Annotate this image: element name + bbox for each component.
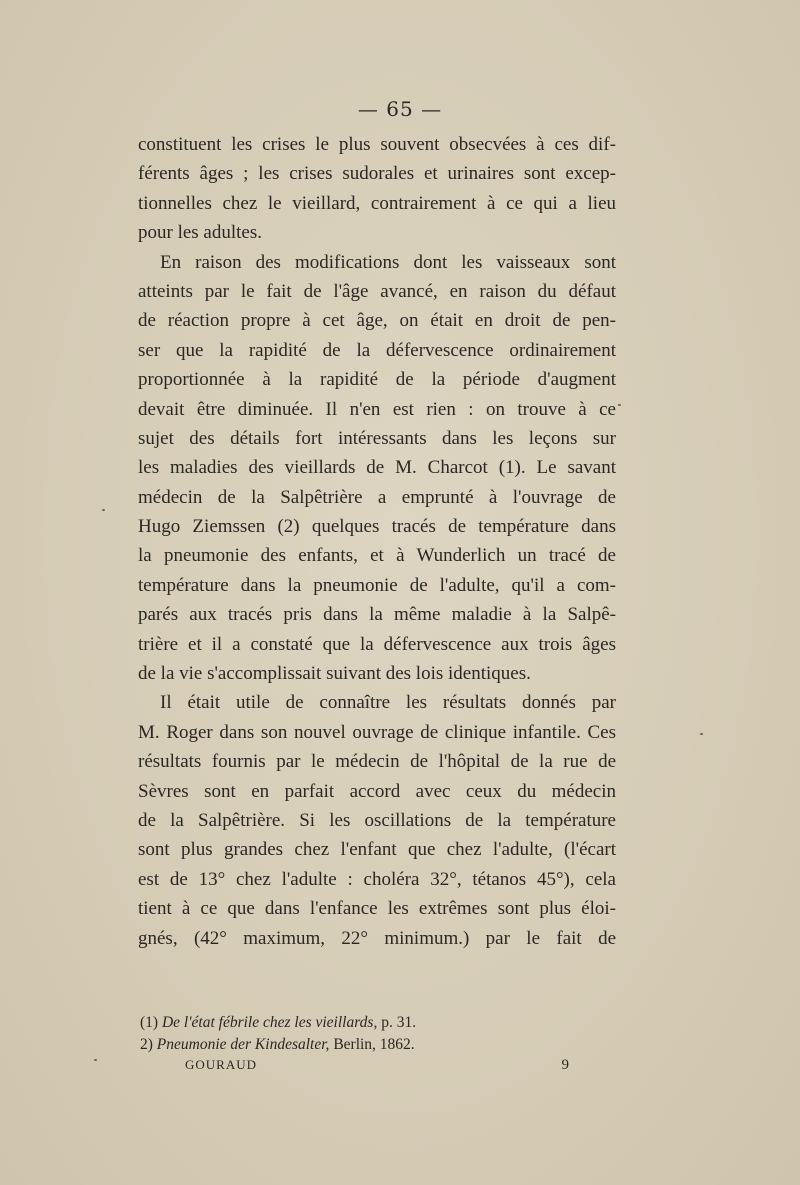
text-line: sujet des détails fort intéressants dans les leçons sur bbox=[138, 427, 616, 449]
text-line: résultats fournis par le médecin de l'hôpital de la rue de bbox=[138, 751, 616, 773]
footnote-marker: (1) bbox=[140, 1014, 159, 1031]
text-line: de la vie s'accomplissait suivant des lois identiques. bbox=[138, 663, 531, 685]
text-line: trière et il a constaté que la défervescence aux trois âges bbox=[138, 633, 616, 655]
text-line: la pneumonie des enfants, et à Wunderlich un tracé de bbox=[138, 545, 616, 567]
paper-speck bbox=[102, 509, 105, 511]
footnotes bbox=[140, 1012, 560, 1056]
text-line: de la Salpêtrière. Si les oscillations de la température bbox=[138, 809, 616, 831]
text-line: parés aux tracés pris dans la même maladie à la Salpê- bbox=[138, 604, 616, 626]
footnote-title: De l'état fébrile chez les vieillards, bbox=[161, 1014, 378, 1031]
footnote-2 bbox=[140, 1034, 560, 1056]
text-line: tionnelles chez le vieillard, contrairement à ce qui a lieu bbox=[138, 192, 616, 214]
body-text bbox=[138, 130, 616, 953]
text-line: les maladies des vieillards de M. Charcot (1). Le savant bbox=[138, 457, 616, 479]
text-line: pour les adultes. bbox=[138, 222, 263, 244]
text-line: constituent les crises le plus souvent obsecvées à ces dif- bbox=[138, 134, 616, 155]
text-line: Il était utile de connaître les résultats donnés par bbox=[160, 692, 616, 714]
text-line: sont plus grandes chez l'enfant que chez l'adulte, (l'écart bbox=[138, 839, 616, 861]
printer-signature bbox=[185, 1057, 570, 1073]
text-line: En raison des modifications dont les vaisseaux sont bbox=[160, 251, 616, 273]
text-line: férents âges ; les crises sudorales et urinaires sont excep- bbox=[138, 163, 616, 185]
text-line: médecin de la Salpêtrière a emprunté à l'ouvrage de bbox=[138, 486, 616, 508]
footnote-rest: p. 31. bbox=[377, 1014, 417, 1031]
footnote-rest: Berlin, 1862. bbox=[329, 1036, 415, 1053]
text-line: ser que la rapidité de la défervescence ordinairement bbox=[138, 339, 616, 361]
text-line: proportionnée à la rapidité de la période d'augment bbox=[138, 369, 616, 391]
footnote-1 bbox=[140, 1012, 560, 1034]
paper-speck bbox=[700, 733, 703, 735]
text-line: de réaction propre à cet âge, on était en droit de pen- bbox=[138, 310, 616, 332]
text-line: est de 13° chez l'adulte : choléra 32°, tétanos 45°), cela bbox=[138, 868, 616, 890]
signature-sheet-number: 9 bbox=[561, 1057, 570, 1073]
footnote-marker: 2) bbox=[140, 1036, 153, 1053]
text-line: gnés, (42° maximum, 22° minimum.) par le fait de bbox=[138, 927, 616, 949]
text-line: tient à ce que dans l'enfance les extrêmes sont plus éloi- bbox=[138, 898, 616, 920]
paper-speck bbox=[94, 1059, 97, 1061]
text-line: Hugo Ziemssen (2) quelques tracés de température dans bbox=[138, 516, 616, 538]
text-line: température dans la pneumonie de l'adulte, qu'il a com- bbox=[138, 574, 616, 596]
text-line: Sèvres sont en parfait accord avec ceux du médecin bbox=[138, 780, 616, 802]
text-line: M. Roger dans son nouvel ouvrage de clinique infantile. Ces bbox=[138, 721, 616, 743]
text-line: atteints par le fait de l'âge avancé, en raison du défaut bbox=[138, 280, 616, 302]
footnote-title: Pneumonie der Kindesalter, bbox=[156, 1036, 330, 1053]
page-number-header: — 65 — bbox=[357, 97, 443, 121]
text-line: devait être diminuée. Il n'en est rien : on trouve à ce bbox=[138, 398, 616, 420]
paper-speck bbox=[618, 404, 621, 406]
signature-author: GOURAUD bbox=[185, 1057, 257, 1072]
